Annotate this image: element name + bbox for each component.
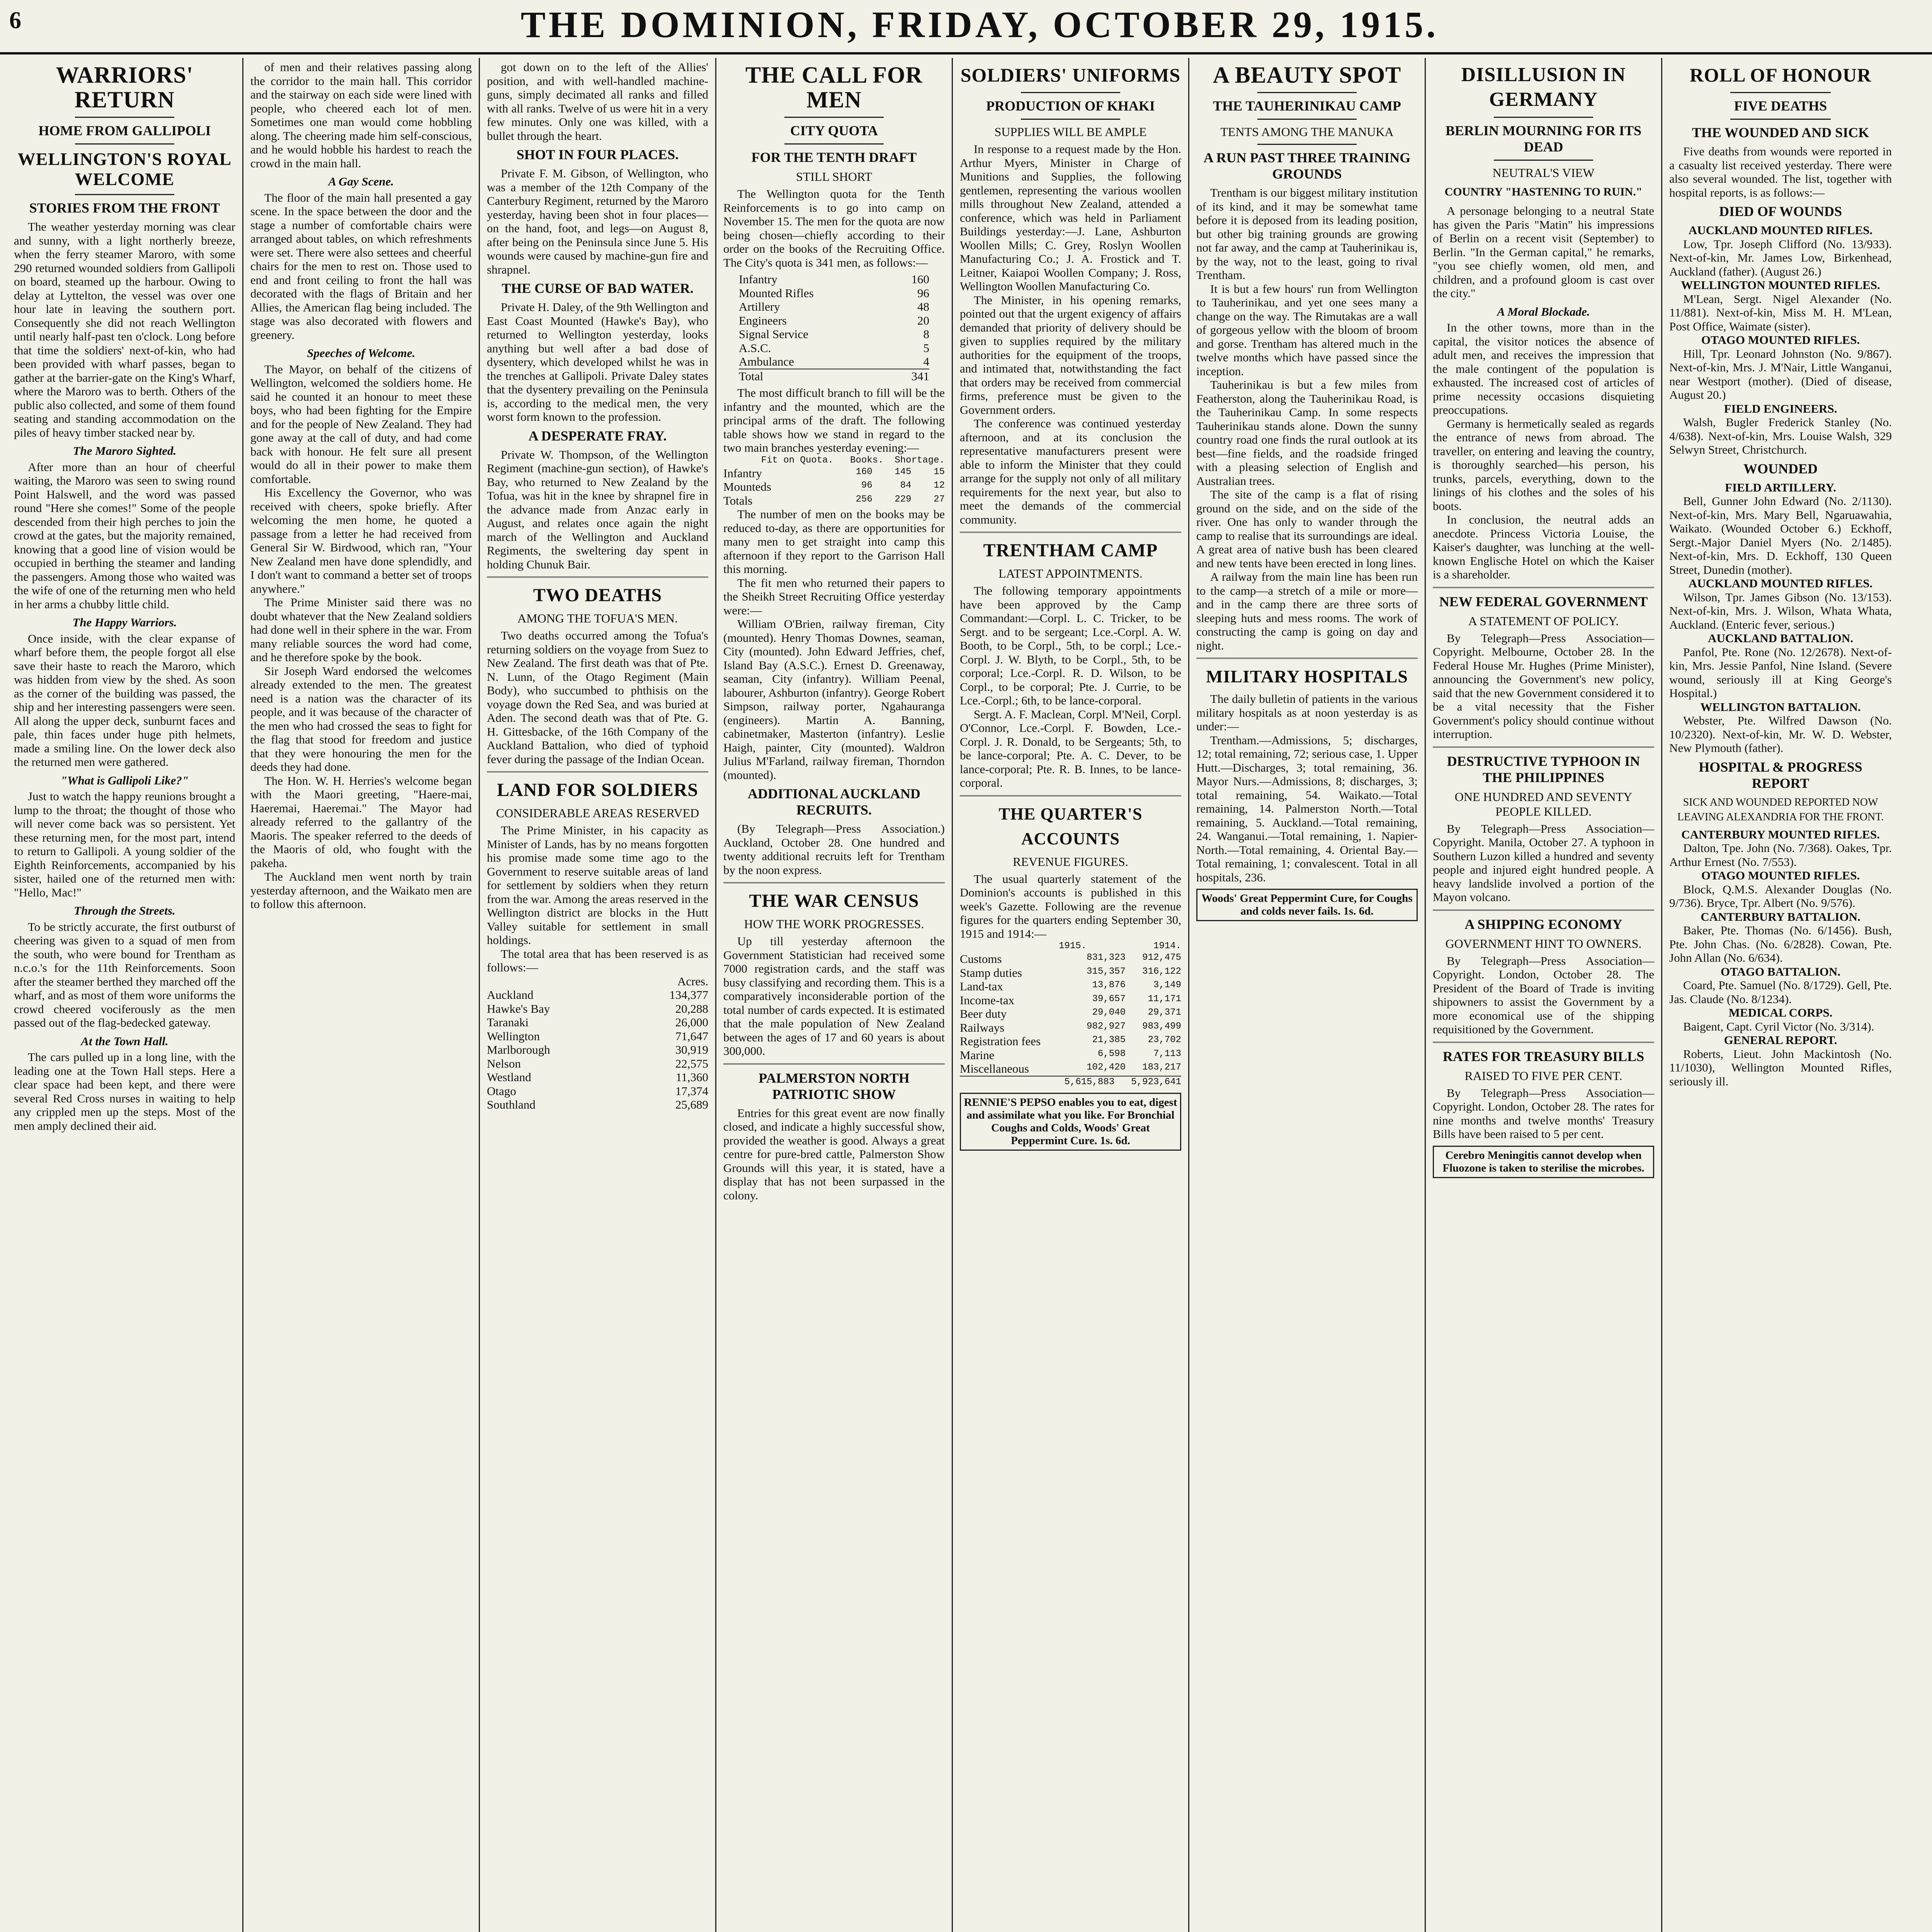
unit-name: MEDICAL CORPS. — [1728, 1006, 1833, 1019]
row-value: 20,288 — [675, 1002, 708, 1015]
article-paragraph: The Prime Minister said there was no doubt whatever that the New Zealand soldiers had done well in their sphere in the war. From many reliable sources the word had come, and he therefore spoke by the book. — [250, 595, 472, 664]
article-paragraph: Just to watch the happy reunions brought a lump to the throat; the thought of those who will never come back was so persistent. Yet these returning men, for the most part, intend to return to Gallipoli. A young soldier of the Eighth Reinforcements, accompanied by his sister, hailed one of the returned men with: "Hello, Mac!" — [14, 789, 235, 899]
headline-warriors-return: WARRIORS' RETURN — [56, 62, 194, 112]
article-paragraph: The most difficult branch to fill will be the infantry and the mounted, which are the principal arms of the draft. The following table shows how we stand in regard to the two main branches yesterday evening:— — [723, 386, 945, 454]
row-value: 160 — [911, 272, 929, 286]
row-value: 17,374 — [675, 1084, 708, 1098]
revenue-total: 5,615,883 5,923,641 — [960, 1076, 1181, 1088]
subhead: CONSIDERABLE AREAS RESERVED — [496, 806, 699, 820]
row-value: 4 — [923, 355, 929, 368]
row-label: Infantry — [723, 466, 762, 480]
table-row — [723, 494, 945, 508]
subhead: HOW THE WORK PROGRESSES. — [744, 917, 924, 931]
article-paragraph: Tauherinikau is but a few miles from Featherston, along the Tauherinikau Road, is the Tauherinikau Camp. In some respects Tauherinikau stands alone. Down the sunny country road one finds the rural outlook at its best—fine fields, and the roadside fringed with a pleasing selection of English and Australian trees. — [1196, 378, 1418, 488]
headline-shipping-economy: A SHIPPING ECONOMY — [1464, 916, 1622, 932]
row-value: 102,420 183,217 — [1087, 1062, 1181, 1073]
casualty-entry: Webster, Pte. Wilfred Dawson (No. 10/2320). Next-of-kin, Mr. W. D. Webster, New Plymouth (father). — [1669, 714, 1892, 755]
advertisement: Cerebro Meningitis cannot develop when Fluozone is taken to sterilise the microbes. — [1433, 1146, 1654, 1178]
table-row — [960, 1034, 1181, 1048]
section-head: ADDITIONAL AUCKLAND RECRUITS. — [747, 786, 921, 818]
section-head: Through the Streets. — [74, 904, 175, 917]
shortage-table — [723, 466, 945, 508]
unit-name: OTAGO MOUNTED RIFLES. — [1701, 333, 1860, 347]
table-row — [960, 966, 1181, 980]
subhead-welcome: WELLINGTON'S ROYAL WELCOME — [17, 149, 232, 189]
article-paragraph: Trentham is our biggest military institution of its kind, and it may be somewhat tame before it is deposed from its leading position, but other big training grounds are growing not far away, and the camp at Tauherinikau is, by the way, not to the least, going to rival Trentham. — [1196, 186, 1418, 282]
row-label: Signal Service — [739, 327, 808, 341]
row-value: 11,360 — [675, 1070, 708, 1084]
table-row — [487, 1015, 708, 1029]
table-header-label: Acres. — [677, 974, 708, 988]
subhead: REVENUE FIGURES. — [1013, 854, 1128, 869]
unit-name: OTAGO BATTALION. — [1720, 964, 1841, 978]
casualty-entry: Dalton, Tpe. John (No. 7/368). Oakes, Tpr. Arthur Ernest (No. 7/553). — [1669, 841, 1892, 869]
revenue-header: 1915. 1914. — [1059, 941, 1181, 951]
row-label: Marine — [960, 1048, 995, 1062]
row-label: Artillery — [739, 300, 780, 313]
headline-call-for-men: THE CALL FOR MEN — [745, 62, 923, 112]
row-value: 30,919 — [675, 1043, 708, 1056]
headline-federal-government: NEW FEDERAL GOVERNMENT — [1439, 594, 1648, 609]
section-head: Speeches of Welcome. — [307, 346, 415, 360]
section-head: At the Town Hall. — [81, 1034, 168, 1048]
section-head: HOSPITAL & PROGRESS REPORT — [1699, 759, 1862, 791]
row-label: Southland — [487, 1098, 536, 1111]
casualty-entry: Wilson, Tpr. James Gibson (No. 13/153). Next-of-kin, Mrs. J. Wilson, Whata Whata, Auckland. (Enteric fever, serious.) — [1669, 590, 1892, 631]
row-value: 25,689 — [675, 1098, 708, 1111]
article-paragraph: The floor of the main hall presented a gay scene. In the space between the door and the stage a number of comfortable chairs were arranged about tables, on which refreshments were set. There were also settees and cheerful chairs for the men to rest on. Those used to end and front ceiling to front the hall was decorated with the flags of Britain and her Allies, the American flag being included. The stage was also decorated with flowers and greenery. — [250, 190, 472, 342]
subhead: LATEST APPOINTMENTS. — [998, 566, 1143, 580]
section-head: A Gay Scene. — [328, 175, 394, 188]
subhead: FOR THE TENTH DRAFT — [751, 150, 917, 165]
row-label: Totals — [723, 493, 753, 507]
headline-treasury-bills: RATES FOR TREASURY BILLS — [1442, 1048, 1645, 1064]
unit-name: AUCKLAND MOUNTED RIFLES. — [1688, 223, 1873, 237]
article-paragraph: Up till yesterday afternoon the Government Statistician had received some 7000 registration cards, and the staff was busy classifying and recording them. This is a comparatively inconsiderable portion of the total number of cards expected. It is estimated that the male population of New Zealand between the ages of 17 and 60 years is about 300,000. — [723, 934, 945, 1058]
section-head: The Happy Warriors. — [72, 616, 177, 629]
section-head: The Maroro Sighted. — [73, 444, 177, 457]
unit-name: OTAGO MOUNTED RIFLES. — [1701, 869, 1860, 882]
subhead: THE WOUNDED AND SICK — [1692, 125, 1869, 140]
article-paragraph: Private H. Daley, of the 9th Wellington and East Coast Mounted (Hawke's Bay), who returned to Wellington yesterday, looks anything but well after a bad dose of dysentery, which developed whilst he was in the trenches at Gallipoli. Private Daley states that the dysentery prevailing on the Peninsula is, according to the medical men, the very worst form known to the profession. — [487, 300, 708, 423]
row-value: 6,598 7,113 — [1097, 1048, 1181, 1059]
table-row — [960, 952, 1181, 966]
row-value: 982,927 983,499 — [1087, 1021, 1181, 1032]
article-paragraph: Private F. M. Gibson, of Wellington, who was a member of the 12th Company of the Canterbury Regiment, returned by the Maroro yesterday, having been shot in four places—on the hand, foot, and legs—on August 8, after being on the Peninsula since June 5. His wounds were caused by machine-gun fire and shrapnel. — [487, 167, 708, 276]
subhead: HOME FROM GALLIPOLI — [38, 123, 211, 138]
casualty-entry: M'Lean, Sergt. Nigel Alexander (No. 11/881). Next-of-kin, Miss M. H. M'Lean, Post Office, Waimate (sister). — [1669, 292, 1892, 333]
hospital-bulletin: Trentham.—Admissions, 5; discharges, 12; total remaining, 72; serious case, 1. Upper Hutt.—Discharges, 3; total remaining, 36. Mayor Nurs.—Admissions, 8; discharges, 3; total remaining, 54. Waikato.—Total remaining, 14. Palmerston North.—Total remaining, 5. Auckland.—Total remaining, 24. Wanganui.—Total remaining, 1. Napier-North.—Total remaining, 4. Oriental Bay.—Total remaining, 1; convalescent. Total in all hospitals, 236. — [1196, 733, 1418, 884]
subhead: A RUN PAST THREE TRAINING GROUNDS — [1203, 150, 1411, 182]
revenue-table — [960, 952, 1181, 1088]
advertisement: RENNIE'S PEPSO enables you to eat, digest and assimilate what you like. For Bronchial Coughs and Colds, Woods' Great Peppermint Cure. 1s. 6d. — [960, 1093, 1181, 1151]
article-paragraph: The site of the camp is a flat of rising ground on the side, and on the side of the river. One has only to wander through the camp to realise that its surroundings are ideal. A great area of native bush has been cleared and new tents have been erected in long lines. — [1196, 488, 1418, 570]
table-row — [960, 1048, 1181, 1062]
article-paragraph: The usual quarterly statement of the Dominion's accounts is published in this week's Gazette. Following are the revenue figures for the quarters ending September 30, 1915 and 1914:— — [960, 872, 1181, 940]
row-value: 26,000 — [675, 1015, 708, 1029]
subhead: GOVERNMENT HINT TO OWNERS. — [1445, 936, 1642, 951]
row-value: 71,647 — [675, 1029, 708, 1043]
unit-name: WELLINGTON BATTALION. — [1700, 700, 1861, 714]
headline-roll-of-honour: ROLL OF HONOUR — [1689, 64, 1872, 86]
article-paragraph: (By Telegraph—Press Association.) Auckland, October 28. One hundred and twenty additional recruits left for Trentham by the noon express. — [723, 822, 945, 877]
article-paragraph: Once inside, with the clear expanse of wharf before them, the people forgot all else save their haste to reach the Maroro, which was hidden from view by the shed. As soon as the corner of the building was passed, the ship and her interesting passengers were seen. All along the upper deck, sunburnt faces and pale, thin faces under huge pith helmets, made a smiling line. On the lower deck also the returned men were gathered. — [14, 631, 235, 769]
article-paragraph: By Telegraph—Press Association—Copyright. Melbourne, October 28. In the Federal House Mr. Hughes (Prime Minister), announcing the Government's new policy, said that the new Government considered it to be a vital necessity that the Fisher Government's policy should continue without interruption. — [1433, 631, 1654, 741]
article-paragraph: After more than an hour of cheerful waiting, the Maroro was seen to swing round Point Halswell, and the word was passed round "Here she comes!" Some of the people descended from their high perches to join the crowd at the gates, but the majority remained, knowing that a good line of vision would be occupied in berthing the steamer and landing the passengers. Among those who waited was the wife of one of the returning men who held in her arms a chubby little child. — [14, 460, 235, 611]
unit-name: FIELD ARTILLERY. — [1725, 480, 1836, 494]
casualty-entry: Baigent, Capt. Cyril Victor (No. 3/314). — [1683, 1019, 1874, 1033]
row-value: 22,575 — [675, 1056, 708, 1070]
article-paragraph: The fit men who returned their papers to the Sheikh Street Recruiting Office yesterday were:— — [723, 576, 945, 617]
article-paragraph: In the other towns, more than in the capital, the visitor notices the absence of adult men, and receives the impression that the male contingent of the population is exhausted. The increased cost of articles of prime necessity occasions disquieting preoccupations. — [1433, 321, 1654, 417]
headline-land-for-soldiers: LAND FOR SOLDIERS — [497, 780, 699, 800]
casualty-entry: Roberts, Lieut. John Mackintosh (No. 11/1030), Wellington Mounted Rifles, seriously ill. — [1669, 1047, 1892, 1088]
table-row — [739, 341, 929, 355]
subhead: STILL SHORT — [796, 170, 872, 184]
article-paragraph: The cars pulled up in a long line, with the leading one at the Town Hall steps. Here a clear space had been kept, and there were several Red Cross nurses in waiting to help any crippled men up the steps. Most of the men amply declined their aid. — [14, 1050, 235, 1133]
row-value: 21,385 23,702 — [1092, 1035, 1181, 1045]
casualty-entry: Baker, Pte. Thomas (No. 6/1456). Bush, Pte. John Chas. (No. 6/2828). Cowan, Pte. John Allan (No. 6/634). — [1669, 923, 1892, 964]
row-label: Hawke's Bay — [487, 1002, 550, 1015]
row-value: 8 — [923, 327, 929, 341]
table-row — [739, 272, 929, 286]
table-row — [487, 1070, 708, 1084]
subhead: A STATEMENT OF POLICY. — [1468, 614, 1619, 628]
page-number: 6 — [9, 7, 21, 34]
row-label: Otago — [487, 1084, 516, 1098]
article-paragraph: It is but a few hours' run from Wellington to Tauherinikau, and yet one sees many a change on the way. The Rimutakas are a wall of gorgeous yellow with the bloom of broom and gorse. Trentham has altered much in the twelve months which have passed since the inception. — [1196, 282, 1418, 378]
row-label: Ambulance — [739, 355, 794, 368]
table-header — [487, 975, 708, 988]
casualty-entry: Hill, Tpr. Leonard Johnston (No. 9/867). Next-of-kin, Mrs. J. M'Nair, Little Wanganui, near Westport (mother). (Died of disease, August 20.) — [1669, 347, 1892, 401]
subhead: PRODUCTION OF KHAKI — [986, 98, 1155, 114]
column-8 — [1662, 58, 1899, 1932]
article-paragraph: To be strictly accurate, the first outburst of cheering was given to a squad of men from the south, who were bound for Trentham as n.c.o.'s for the 11th Reinforcements. Soon after the steamer berthed they marched off the wharf, and as most of them wore uniforms the crowd cheered vociferously as the men passed out of the flag-bedecked gateway. — [14, 920, 235, 1029]
article-paragraph: Two deaths occurred among the Tofua's returning soldiers on the voyage from Suez to New Zealand. The first death was that of Pte. N. Lunn, of the Otago Regiment (Main Body), who succumbed to phthisis on the voyage down the Red Sea, and was buried at Aden. The second death was that of Pte. G. H. Gittesbacke, of the 16th Company of the Auckland Battalion, who died of typhoid fever during the passage of the Indian Ocean. — [487, 629, 708, 766]
row-value: 48 — [917, 300, 929, 313]
unit-name: WELLINGTON MOUNTED RIFLES. — [1681, 278, 1880, 292]
headline-war-census: THE WAR CENSUS — [749, 891, 919, 911]
row-value: 341 — [911, 369, 929, 383]
column-2 — [243, 58, 480, 1932]
headline-soldiers-uniforms: SOLDIERS' UNIFORMS — [960, 64, 1181, 86]
casualty-entry: Panfol, Pte. Rone (No. 12/2678). Next-of-kin, Mrs. Jessie Panfol, Nine Island. (Severe wound, seriously ill at King George's Hospital.) — [1669, 645, 1892, 700]
subhead: NEUTRAL'S VIEW — [1492, 166, 1595, 180]
casualty-entry: Bell, Gunner John Edward (No. 2/1130). Next-of-kin, Mrs. Mary Bell, Ngaruawahia, Waikato. (Wounded October 6.) Eckhoff, Sergt.-Major Daniel Myers (No. 2/1485). Next-of-kin, Mrs. D. Eckhoff, 130 Queen Street, Dunedin (mother). — [1669, 494, 1892, 577]
row-label: A.S.C. — [739, 341, 771, 355]
section-head: WOUNDED — [1743, 461, 1818, 476]
headline-quarters-accounts: THE QUARTER'S ACCOUNTS — [998, 804, 1143, 848]
unit-name: AUCKLAND BATTALION. — [1708, 631, 1854, 645]
row-label: Nelson — [487, 1056, 521, 1070]
row-label: Mounted Rifles — [739, 286, 814, 300]
row-value: 5 — [923, 341, 929, 355]
subhead: AMONG THE TOFUA'S MEN. — [517, 611, 678, 625]
table-row — [487, 1098, 708, 1112]
article-paragraph: Germany is hermetically sealed as regards the entrance of news from abroad. The traveller, on entering and leaving the country, is thoroughly searched—his person, his trunks, parcels, everything, down to the linings of his clothes and the soles of his boots. — [1433, 417, 1654, 513]
column-3 — [480, 58, 716, 1932]
table-row — [487, 1002, 708, 1016]
article-paragraph: The Minister, in his opening remarks, pointed out that the urgent exigency of affairs demanded that priority of delivery should be given to supplies required by the military authorities for the equipment of the troops, and intimated that, notwithstanding the fact that orders may be received from commercial firms, preference must be given to the Government orders. — [960, 293, 1181, 417]
article-paragraph: The number of men on the books may be reduced to-day, as there are opportunities for many men to get straight into camp this afternoon if they report to the Garrison Hall this morning. — [723, 507, 945, 576]
article-paragraph: The Prime Minister, in his capacity as Minister of Lands, has by no means forgotten his promise made some time ago to the Government to reserve suitable areas of land for settlement by soldiers when they return from the war. Among the areas reserved in the Wellington district are blocks in the Hutt Valley suitable for settlement in small holdings. — [487, 823, 708, 947]
article-paragraph: In response to a request made by the Hon. Arthur Myers, Minister in Charge of Munitions and Supplies, the following gentlemen, representing the various woollen mills throughout New Zealand, attended a conference, which was held in Parliament Buildings yesterday:—J. Lane, Ashburton Woollen Mills; C. Grey, Roslyn Woollen Manufacturing Co.; J. A. Frostick and T. Leitner, Kaiapoi Woollen Company; J. Ross, Wellington Woollen Manufacturing Co. — [960, 142, 1181, 293]
headline-trentham-camp: TRENTHAM CAMP — [983, 540, 1158, 561]
row-label: Registration fees — [960, 1034, 1041, 1048]
row-value: 20 — [917, 313, 929, 327]
columns — [7, 58, 1932, 1932]
table-row — [739, 314, 929, 328]
unit-name: FIELD ENGINEERS. — [1724, 401, 1837, 415]
row-label: Taranaki — [487, 1015, 529, 1029]
article-paragraph: The Mayor, on behalf of the citizens of Wellington, welcomed the soldiers home. He said he counted it an honour to meet these boys, who had been fighting for the Empire and for the people of New Zealand. They had gone away at the call of duty, and had come back with honour. He felt sure all present would do all in their power to make them comfortable. — [250, 362, 472, 486]
row-label: Land-tax — [960, 980, 1003, 993]
column-6 — [1189, 58, 1426, 1932]
article-paragraph: His Excellency the Governor, who was received with cheers, spoke briefly. After welcoming the men home, he quoted a passage from a letter he had received from General Sir W. Birdwood, which ran, "Your New Zealand men have done splendidly, and I don't want to command a better set of troops anywhere." — [250, 486, 472, 595]
column-1 — [7, 58, 243, 1932]
table-row-total — [739, 369, 929, 383]
subhead: FIVE DEATHS — [1734, 98, 1827, 114]
article-paragraph: of men and their relatives passing along the corridor to the main hall. This corridor and the stairway on each side were lined with people, who cheered each lot of men. Sometimes one man would come hobbling along. The cheering made him self-conscious, and he would hobble his hardest to reach the crowd in the main hall. — [250, 60, 472, 170]
casualty-entry: Block, Q.M.S. Alexander Douglas (No. 9/736). Bryce, Tpr. Albert (No. 9/576). — [1669, 882, 1892, 910]
subhead: RAISED TO FIVE PER CENT. — [1464, 1068, 1622, 1083]
unit-name: GENERAL REPORT. — [1724, 1033, 1837, 1047]
section-head: A Moral Blockade. — [1497, 304, 1590, 318]
advertisement: Woods' Great Peppermint Cure, for Coughs and colds never fails. 1s. 6d. — [1196, 889, 1418, 921]
table-row — [960, 1062, 1181, 1076]
column-5 — [953, 58, 1189, 1932]
article-paragraph: The weather yesterday morning was clear and sunny, with a light northerly breeze, when the ferry steamer Maroro, with some 290 returned wounded soldiers from Gallipoli on board, steamed up the harbour. Owing to delay at Lyttelton, the vessel was over one hour late in leaving the southern port. Consequently she did not reach Wellington until nearly half-past ten o'clock. Long before that time the soldiers' next-of-kin, who had been provided with wharf passes, began to gather at the barrier-gate on the King's Wharf, where the Maroro was to berth. Others of the public also collected, and some of them found seating and standing accommodation on the piles of heavy timber stacked near by. — [14, 220, 235, 439]
casualty-entry: Low, Tpr. Joseph Clifford (No. 13/933). Next-of-kin, Mr. James Low, Birkenhead, Auckland (father). (August 26.) — [1669, 237, 1892, 278]
table-row — [739, 286, 929, 300]
table-row — [960, 1021, 1181, 1035]
article-paragraph: The conference was continued yesterday afternoon, and at its conclusion the representative manufacturers present were able to inform the Minister that they could arrange for the supply not only of all military requirements for the next year, but also to meet the demands of the commercial community. — [960, 417, 1181, 526]
row-label: Miscellaneous — [960, 1062, 1029, 1075]
table-row — [723, 480, 945, 494]
row-label: Infantry — [739, 272, 777, 286]
article-paragraph: By Telegraph—Press Association—Copyright. London, October 28. The rates for nine months and twelve months' Treasury Bills have been raised to 5 per cent. — [1433, 1086, 1654, 1141]
table-row — [487, 1057, 708, 1071]
article-paragraph: A personage belonging to a neutral State has given the Paris "Matin" his impressions of Berlin on a recent visit (September) to Berlin. "In the German capital," he remarks, "you see chiefly women, old men, and children, and a profound gloom is cast over the city." — [1433, 204, 1654, 300]
article-paragraph: By Telegraph—Press Association—Copyright. London, October 28. The President of the Board of Trade is inviting shipowners to assist the Government by a more economical use of the shipping requisitioned by the Government. — [1433, 954, 1654, 1036]
article-paragraph: The Wellington quota for the Tenth Reinforcements is to go into camp on November 15. The men for the quota are now being chosen—chiefly according to their order on the books of the Recruiting Office. The City's quota is 341 men, as follows:— — [723, 187, 945, 269]
row-label: Total — [739, 369, 764, 383]
article-paragraph: The Auckland men went north by train yesterday afternoon, and the Waikato men are to follow this afternoon. — [250, 870, 472, 911]
casualty-entry: Walsh, Bugler Frederick Stanley (No. 4/638). Next-of-kin, Mrs. Louise Walsh, 329 Selwyn Street, Christchurch. — [1669, 415, 1892, 456]
section-head: "What is Gallipoli Like?" — [60, 773, 189, 787]
row-label: Mounteds — [723, 480, 771, 493]
article-paragraph: got down on to the left of the Allies' position, and with well-handled machine-guns, simply decimated all ranks and filled with all ranks. Twelve of us were hit in a very few minutes. Only one was killed, with a bullet through the heart. — [487, 60, 708, 143]
row-value: 160 145 15 — [855, 466, 945, 477]
row-label: Railways — [960, 1020, 1005, 1034]
article-paragraph: Private W. Thompson, of the Wellington Regiment (machine-gun section), of Hawke's Bay, who returned to New Zealand by the Tofua, was hit in the knee by shrapnel fire in the advance made from Anzac early in August, and relates once again the night march of the Wellington and Auckland Regiments, the sweltering day spent in holding Chunuk Bair. — [487, 447, 708, 571]
row-value: 29,040 29,371 — [1092, 1007, 1181, 1018]
table-row — [739, 327, 929, 341]
headline-military-hospitals: MILITARY HOSPITALS — [1206, 667, 1408, 686]
quota-table — [739, 272, 929, 383]
section-head: A DESPERATE FRAY. — [528, 428, 667, 444]
shortage-header: Fit on Quota. Books. Shortage. — [761, 455, 945, 466]
subhead: CITY QUOTA — [790, 123, 878, 138]
article-paragraph: Sergt. A. F. Maclean, Corpl. M'Neil, Corpl. O'Connor, Lce.-Corpl. F. Bowden, Lce.-Corpl. J. R. Donald, to be Sergeants; 5th, to be lance-corporal; Pte. A. C. Dever, to be lance-corporal; Pte. R. B. Innes, to be lance-corporal. — [960, 707, 1181, 789]
table-row — [487, 988, 708, 1002]
subhead: BERLIN MOURNING FOR ITS DEAD — [1445, 123, 1642, 155]
article-paragraph: The following temporary appointments have been approved by the Camp Commandant:—Corpl. L. C. Tricker, to be Sergt. and to be sergeant; Lce.-Corpl. A. W. Booth, to be Corpl., 5th, to be corpl.; Lce.-Corpl. J. W. Blyth, to be Corpl., 5th, to be corporal; Lce.-Corpl. R. D. Wilson, to be Corpl., to be corporal; Pte. J. Currie, to be Lce.-Corpl.; 6th, to be lance-corporal. — [960, 584, 1181, 707]
headline-disillusion: DISILLUSION IN GERMANY — [1461, 64, 1626, 111]
table-row — [960, 1007, 1181, 1021]
row-label: Stamp duties — [960, 966, 1022, 980]
row-value: 134,377 — [669, 988, 708, 1002]
row-label: Income-tax — [960, 993, 1015, 1007]
section-head: THE CURSE OF BAD WATER. — [502, 281, 694, 296]
table-row — [723, 466, 945, 480]
masthead — [0, 0, 1932, 54]
section-head: DIED OF WOUNDS — [1719, 204, 1842, 219]
article-paragraph: Sir Joseph Ward endorsed the welcomes already extended to the men. The greatest need is a nation was the character of its people, and it was because of the character of the men who had crossed the seas to fight for the flag that stood for freedom and justice that they were honouring the men for the deeds they had done. — [250, 664, 472, 774]
row-label: Marlborough — [487, 1043, 550, 1056]
land-table — [487, 988, 708, 1112]
article-paragraph: By Telegraph—Press Association—Copyright. Manila, October 27. A typhoon in Southern Luzon killed a hundred and seventy people and injured eight hundred people. A heavy landslide involved a portion of the Mayon volcano. — [1433, 821, 1654, 904]
row-label: Westland — [487, 1070, 531, 1084]
article-paragraph: The daily bulletin of patients in the various military hospitals as at noon yesterday is as under:— — [1196, 692, 1418, 733]
table-caption: The total area that has been reserved is as follows:— — [487, 947, 708, 974]
recruit-names: William O'Brien, railway fireman, City (mounted). Henry Thomas Downes, seaman, City (mounted). John Edward Jeffries, chef, Island Bay (A.S.C.). Ernest D. Greenaway, seaman, City (infantry). William Peenal, labourer, Ashburton (infantry). George Robert Simpson, railway porter, Ngahauranga (engineers). Martin A. Banning, cabinetmaker, Masterton (infantry). Leslie Haigh, painter, City (mounted). Waldron Julius M'Farland, railway fireman, Thorndon (mounted). — [723, 617, 945, 782]
column-7 — [1426, 58, 1662, 1932]
table-row — [960, 980, 1181, 993]
table-row — [487, 1043, 708, 1057]
column-4 — [716, 58, 953, 1932]
subhead-stories: STORIES FROM THE FRONT — [29, 200, 220, 216]
unit-name: CANTERBURY BATTALION. — [1701, 910, 1861, 923]
headline-beauty-spot: A BEAUTY SPOT — [1213, 62, 1401, 88]
row-label: Wellington — [487, 1029, 540, 1043]
casualty-entry: Coard, Pte. Samuel (No. 8/1729). Gell, Pte. Jas. Claude (No. 8/1234). — [1669, 978, 1892, 1006]
headline-palmerston-show: PALMERSTON NORTH PATRIOTIC SHOW — [759, 1070, 910, 1102]
table-row — [960, 993, 1181, 1007]
row-value: 315,357 316,122 — [1087, 966, 1181, 977]
row-label: Auckland — [487, 988, 534, 1002]
row-label: Engineers — [739, 313, 787, 327]
row-value: 256 229 27 — [855, 494, 945, 505]
table-row — [487, 1084, 708, 1098]
subhead: ONE HUNDRED AND SEVENTY PEOPLE KILLED. — [1454, 789, 1633, 818]
row-value: 13,876 3,149 — [1092, 980, 1181, 990]
article-paragraph: The Hon. W. H. Herries's welcome began with the Maori greeting, "Haere-mai, Haeremai, Haeremai." The Mayor had already referred to the gallantry of the Maoris. The speaker referred to the deeds of the Maoris of old, who fought with the pakeha. — [250, 774, 472, 870]
newspaper-title: THE DOMINION, FRIDAY, OCTOBER 29, 1915. — [520, 4, 1439, 45]
subhead: TENTS AMONG THE MANUKA — [1220, 125, 1394, 139]
table-row — [739, 300, 929, 314]
article-paragraph: A railway from the main line has been run to the camp—a stretch of a mile or more—and in the camp there are three sorts of sleeping huts and mess rooms. The work of constructing the camp is going on day and night. — [1196, 570, 1418, 652]
subhead: SUPPLIES WILL BE AMPLE — [994, 125, 1147, 139]
section-head: SHOT IN FOUR PLACES. — [516, 147, 679, 162]
article-paragraph: Entries for this great event are now finally closed, and indicate a highly successful show, provided the weather is good. Always a great centre for pure-bred cattle, Palmerston Show Grounds will this year, it is stated, have a display that has not been surpassed in the colony. — [723, 1106, 945, 1202]
article-paragraph: Five deaths from wounds were reported in a casualty list received yesterday. There were also several wounded. The list, together with hospital reports, is as follows:— — [1669, 145, 1892, 199]
row-label: Customs — [960, 952, 1002, 966]
article-paragraph: In conclusion, the neutral adds an anecdote. Princess Victoria Louise, the Kaiser's daughter, was lunching at the well-known Englische Hotel on which the Kaiser is a shareholder. — [1433, 513, 1654, 581]
table-row — [487, 1029, 708, 1043]
subhead: SICK AND WOUNDED REPORTED NOW LEAVING ALEXANDRIA FOR THE FRONT. — [1677, 796, 1884, 823]
row-value: 39,657 11,171 — [1092, 993, 1181, 1004]
row-label: Beer duty — [960, 1007, 1007, 1020]
unit-name: CANTERBURY MOUNTED RIFLES. — [1681, 827, 1880, 841]
headline-two-deaths: TWO DEATHS — [533, 585, 662, 605]
row-value: 831,323 912,475 — [1087, 952, 1181, 963]
subhead: COUNTRY "HASTENING TO RUIN." — [1444, 185, 1643, 198]
row-value: 96 84 12 — [861, 480, 945, 491]
subhead: THE TAUHERINIKAU CAMP — [1213, 98, 1401, 114]
headline-typhoon: DESTRUCTIVE TYPHOON IN THE PHILIPPINES — [1447, 753, 1640, 785]
unit-name: AUCKLAND MOUNTED RIFLES. — [1688, 577, 1873, 590]
row-value: 96 — [917, 286, 929, 300]
table-row — [739, 355, 929, 369]
